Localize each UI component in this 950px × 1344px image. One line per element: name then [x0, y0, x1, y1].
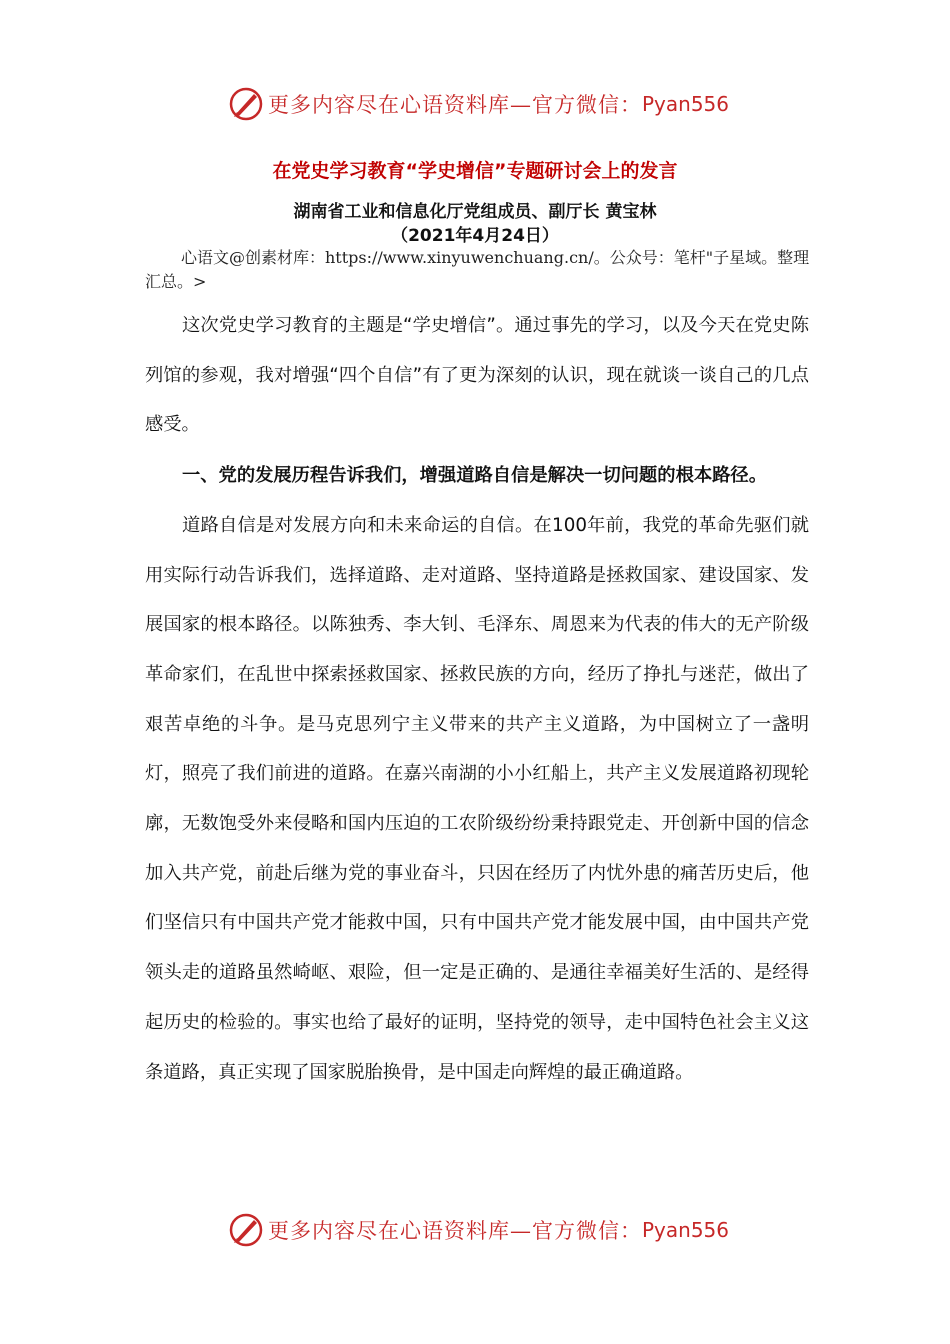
banner-text: 更多内容尽在心语资料库—官方微信： [268, 1219, 642, 1243]
paragraph-intro: 这次党史学习教育的主题是“学史增信”。通过事先的学习，以及今天在党史陈列馆的参观，我对增强“四个自信”有了更为深刻的认识，现在就谈一谈自己的几点感受。 [145, 315, 809, 436]
footer-banner [228, 1210, 729, 1250]
banner-wechat-id: Pyan556 [642, 92, 730, 116]
source-note: 心语文@创素材库：https://www.xinyuwenchuang.cn/。公众号：笔杆"子星域。整理汇总。> [145, 248, 810, 291]
document-title: 在党史学习教育“学史增信”专题研讨会上的发言 [272, 160, 678, 182]
pen-circle-logo-icon [228, 86, 264, 122]
header-banner [228, 84, 729, 124]
document-author: 湖南省工业和信息化厅党组成员、副厅长 黄宝林 [293, 202, 657, 222]
pen-circle-logo-icon [228, 1212, 264, 1248]
paragraph-road-confidence: 道路自信是对发展方向和未来命运的自信。在100年前，我党的革命先驱们就用实际行动告诉我们，选择道路、走对道路、坚持道路是拯救国家、建设国家、发展国家的根本路径。以陈独秀、李大钊、毛泽东、周恩来为代表的伟大的无产阶级革命家们，在乱世中探索拯救国家、拯救民族的方向，经历了挣扎与迷茫，做出了艰苦卓绝的斗争。是马克思列宁主义带来的共产主义道路，为中国树立了一盏明灯，照亮了我们前进的道路。在嘉兴南湖的小小红船上，共产主义发展道路初现轮廓，无数饱受外来侵略和国内压迫的工农阶级纷纷秉持跟党走、开创新中国的信念加入共产党，前赴后继为党的事业奋斗，只因在经历了内忧外患的痛苦历史后，他们坚信只有中国共产党才能救中国，只有中国共产党才能发展中国，由中国共产党领头走的道路虽然崎岖、艰险，但一定是正确的、是通往幸福美好生活的、是经得起历史的检验的。事实也给了最好的证明，坚持党的领导，走中国特色社会主义这条道路，真正实现了国家脱胎换骨，是中国走向辉煌的最正确道路。 [145, 514, 809, 1083]
document-date: （2021年4月24日） [391, 226, 559, 246]
section-heading-1: 一、党的发展历程告诉我们，增强道路自信是解决一切问题的根本路径。 [182, 465, 767, 487]
document-body [145, 301, 809, 1097]
banner-wechat-id: Pyan556 [642, 1218, 730, 1242]
banner-text: 更多内容尽在心语资料库—官方微信： [268, 93, 642, 117]
